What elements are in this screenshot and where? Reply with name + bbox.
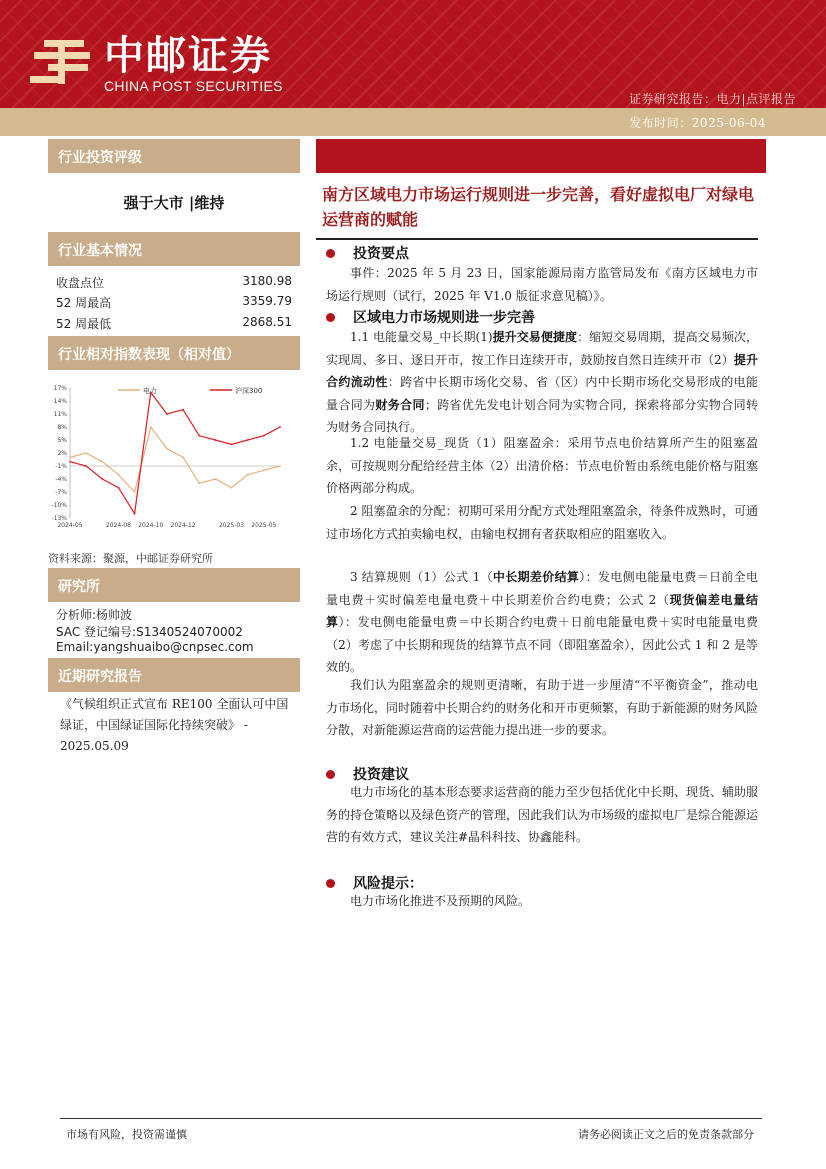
y-tick-label: -1% [55, 463, 67, 470]
x-tick-label: 2025-03 [218, 522, 245, 529]
data-point [231, 487, 233, 489]
stat-value: 3359.79 [242, 294, 292, 308]
data-point [85, 465, 87, 467]
legend-label: 电力 [143, 387, 157, 395]
data-point [198, 482, 200, 484]
x-tick-label: 2024-12 [170, 522, 196, 529]
section-investment-points [326, 243, 409, 263]
data-point [263, 469, 265, 471]
data-point [231, 443, 233, 445]
title-divider [316, 238, 758, 240]
chart-source: 资料来源：聚源，中邮证券研究所 [48, 552, 213, 565]
recent-report-link[interactable]: 《气候组织正式宣布 RE100 全面认可中国绿证，中国绿证国际化持续突破》 - 2025.05.09 [60, 697, 289, 753]
recent-heading: 近期研究报告 [48, 658, 300, 692]
analyst-email[interactable]: Email:yangshuaibo@cnpsec.com [56, 640, 254, 654]
opinion-paragraph: 我们认为阻塞盈余的规则更清晰，有助于进一步厘清“不平衡资金”，推动电力市场化，同时随着中长期合约的财务化和开市更频繁，有助于新能源的财务风险分散，对新能源运营商的运营能力提出进一步的要求。 [326, 678, 759, 738]
section-heading: 风险提示： [353, 876, 423, 892]
data-point [69, 461, 71, 463]
data-point [150, 426, 152, 428]
legend-label: 沪深300 [235, 387, 263, 395]
industry-rating: 强于大市 |维持 [123, 194, 225, 212]
section-heading: 区域电力市场规则进一步完善 [353, 310, 535, 326]
analyst-sac: SAC 登记编号:S1340524070002 [56, 625, 243, 639]
data-point [198, 435, 200, 437]
data-point [247, 439, 249, 441]
title-red-bar [316, 139, 766, 173]
x-tick-label: 2024-10 [138, 522, 164, 529]
footer-disclaimer: 请务必阅读正文之后的免责条款部分 [578, 1128, 754, 1141]
y-tick-label: -13% [51, 515, 67, 522]
footer-risk-note: 市场有风险，投资需谨慎 [66, 1128, 187, 1141]
stat-row [56, 274, 292, 291]
logo-chinese: 中邮证券 [104, 33, 272, 79]
data-point [118, 474, 120, 476]
settlement-paragraph: 3 结算规则（1）公式 1（中长期差价结算）：发电侧电能量电费＝日前全电量电费＋实时偏差电量电费＋中长期差价合约电费；公式 2（现货偏差电量结算）：发电侧电能量电费＝中长期合约电费＋日前电能量电费＋实时电能量电费（2）考虑了中长期和现货的结算节点不同（即阻塞盈余），因此公式 1 和 2 是等效的。 [326, 570, 758, 675]
data-point [118, 487, 120, 489]
data-point [182, 456, 184, 458]
y-tick-label: -10% [51, 502, 67, 509]
y-tick-label: 11% [53, 411, 67, 418]
relative-index-chart-svg [48, 378, 300, 548]
y-tick-label: 2% [57, 450, 67, 457]
report-type: 证券研究报告：电力|点评报告 [628, 92, 796, 106]
y-tick-label: 8% [57, 424, 67, 431]
data-point [134, 491, 136, 493]
data-point [69, 456, 71, 458]
y-tick-label: 14% [53, 398, 67, 405]
data-point [101, 461, 103, 463]
performance-heading: 行业相对指数表现（相对值） [48, 336, 300, 370]
section-heading: 投资建议 [353, 767, 409, 783]
y-tick-label: -7% [55, 489, 67, 496]
bullet-icon [326, 249, 335, 258]
publish-date: 发布时间：2025-06-04 [629, 116, 766, 130]
data-point [166, 413, 168, 415]
data-point [182, 409, 184, 411]
spot-trade-paragraph: 1.2 电能量交易_现货（1）阻塞盈余：采用节点电价结算所产生的阻塞盈余，可按规则分配给经营主体（2）出清价格：节点电价暂由系统电能价格与阻塞价格两部分构成。 [326, 436, 758, 496]
report-title: 南方区域电力市场运行规则进一步完善，看好虚拟电厂对绿电运营商的赋能 [322, 185, 755, 229]
data-point [263, 435, 265, 437]
research-heading: 研究所 [48, 568, 300, 602]
data-point [279, 426, 281, 428]
data-point [214, 439, 216, 441]
data-point [166, 448, 168, 450]
bullet-icon [326, 879, 335, 888]
logo-english: CHINA POST SECURITIES [104, 78, 283, 94]
data-point [214, 478, 216, 480]
bullet-icon [326, 770, 335, 779]
recommendation-paragraph: 电力市场化的基本形态要求运营商的能力至少包括优化中长期、现货、辅助服务的持仓策略以及绿色资产的管理，因此我们认为市场级的虚拟电厂是综合能源运营的有效方式，建议关注#晶科科技、协鑫能科。 [326, 785, 759, 845]
section-market-rules [326, 307, 535, 327]
analyst-name: 分析师:杨帅波 [56, 608, 133, 622]
midlong-trade-paragraph: 1.1 电能量交易_中长期(1)提升交易便捷度：缩短交易周期，提高交易频次，实现周、多日、逐日开市，按工作日连续开市，鼓励按自然日连续开市（2）提升合约流动性：跨省中长期市场化交易、省（区）内中长期市场化交易形成的电能量合同为财务合同；跨省优先发电计划合同为实物合同，探索将部分实物合同转为财务合同执行。 [326, 330, 758, 435]
stat-label: 收盘点位 [56, 276, 105, 290]
y-tick-label: -4% [55, 476, 67, 483]
stat-label: 52 周最高 [56, 296, 112, 310]
series-line-电力 [70, 427, 280, 492]
rating-heading: 行业投资评级 [48, 139, 300, 173]
relative-index-chart [48, 378, 300, 548]
stat-row [56, 294, 292, 311]
stat-value: 2868.51 [242, 315, 292, 329]
x-tick-label: 2024-05 [57, 522, 83, 529]
risk-paragraph: 电力市场化推进不及预期的风险。 [350, 894, 531, 908]
section-heading: 投资要点 [353, 246, 409, 262]
y-tick-label: 5% [57, 437, 67, 444]
basics-heading: 行业基本情况 [48, 232, 300, 266]
congestion-paragraph: 2 阻塞盈余的分配：初期可采用分配方式处理阻塞盈余，待条件成熟时，可通过市场化方式拍卖输电权，由输电权拥有者获取相应的阻塞收入。 [326, 504, 758, 541]
data-point [134, 513, 136, 515]
header-banner [0, 0, 826, 108]
data-point [101, 478, 103, 480]
stat-label: 52 周最低 [56, 317, 112, 331]
x-tick-label: 2025-05 [251, 522, 277, 529]
data-point [279, 465, 281, 467]
bullet-icon [326, 313, 335, 322]
data-point [247, 474, 249, 476]
y-tick-label: 17% [53, 385, 67, 392]
china-post-logo-icon [28, 38, 96, 86]
x-tick-label: 2024-08 [105, 522, 132, 529]
stat-row [56, 315, 292, 332]
event-paragraph: 事件：2025 年 5 月 23 日，国家能源局南方监管局发布《南方区域电力市场运行规则（试行，2025 年 V1.0 版征求意见稿）》。 [326, 266, 758, 303]
footer-divider [60, 1118, 762, 1119]
data-point [85, 452, 87, 454]
stat-value: 3180.98 [242, 274, 292, 288]
